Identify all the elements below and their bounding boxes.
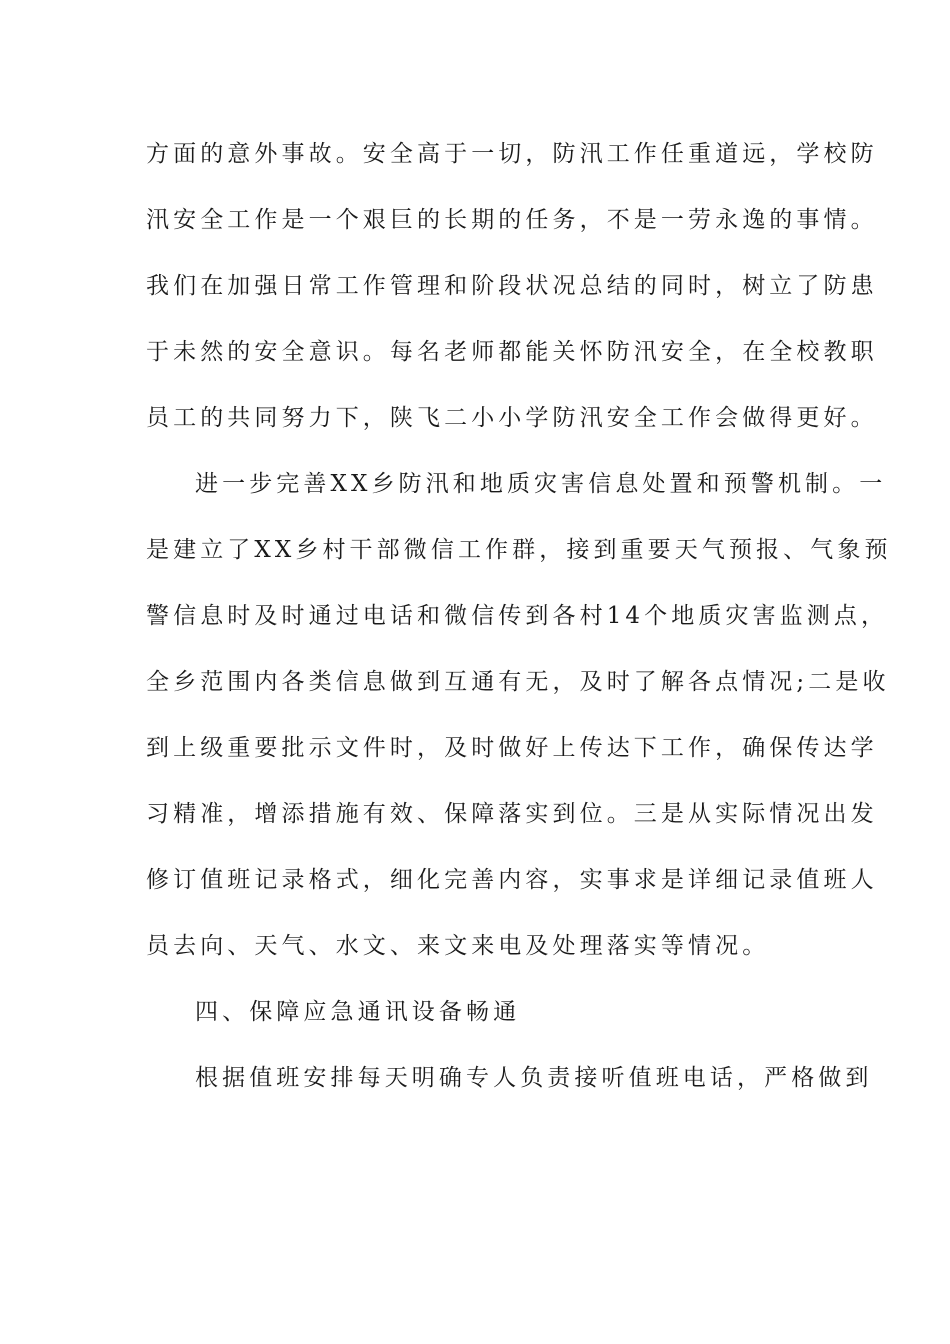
paragraph-line: 是建立了XX乡村干部微信工作群，接到重要天气预报、气象预 xyxy=(146,537,892,563)
paragraph-line: 方面的意外事故。安全高于一切，防汛工作任重道远，学校防 xyxy=(146,141,878,167)
paragraph-line: 全乡范围内各类信息做到互通有无，及时了解各点情况;二是收 xyxy=(146,669,890,695)
paragraph-line: 习精准，增添措施有效、保障落实到位。三是从实际情况出发 xyxy=(146,801,878,827)
paragraph-line: 于未然的安全意识。每名老师都能关怀防汛安全，在全校教职 xyxy=(146,339,878,365)
paragraph-line: 根据值班安排每天明确专人负责接听值班电话，严格做到 xyxy=(195,1065,873,1091)
paragraph-line: 修订值班记录格式，细化完善内容，实事求是详细记录值班人 xyxy=(146,867,878,893)
paragraph-line: 员工的共同努力下，陕飞二小小学防汛安全工作会做得更好。 xyxy=(146,405,878,431)
paragraph-line: 警信息时及时通过电话和微信传到各村14个地质灾害监测点， xyxy=(146,603,889,629)
paragraph-line: 员去向、天气、水文、来文来电及处理落实等情况。 xyxy=(146,933,770,959)
section-heading: 四、保障应急通讯设备畅通 xyxy=(195,999,521,1025)
paragraph-line: 进一步完善XX乡防汛和地质灾害信息处置和预警机制。一 xyxy=(195,471,887,497)
paragraph-line: 我们在加强日常工作管理和阶段状况总结的同时，树立了防患 xyxy=(146,273,878,299)
paragraph-line: 汛安全工作是一个艰巨的长期的任务，不是一劳永逸的事情。 xyxy=(146,207,878,233)
paragraph-line: 到上级重要批示文件时，及时做好上传达下工作，确保传达学 xyxy=(146,735,878,761)
